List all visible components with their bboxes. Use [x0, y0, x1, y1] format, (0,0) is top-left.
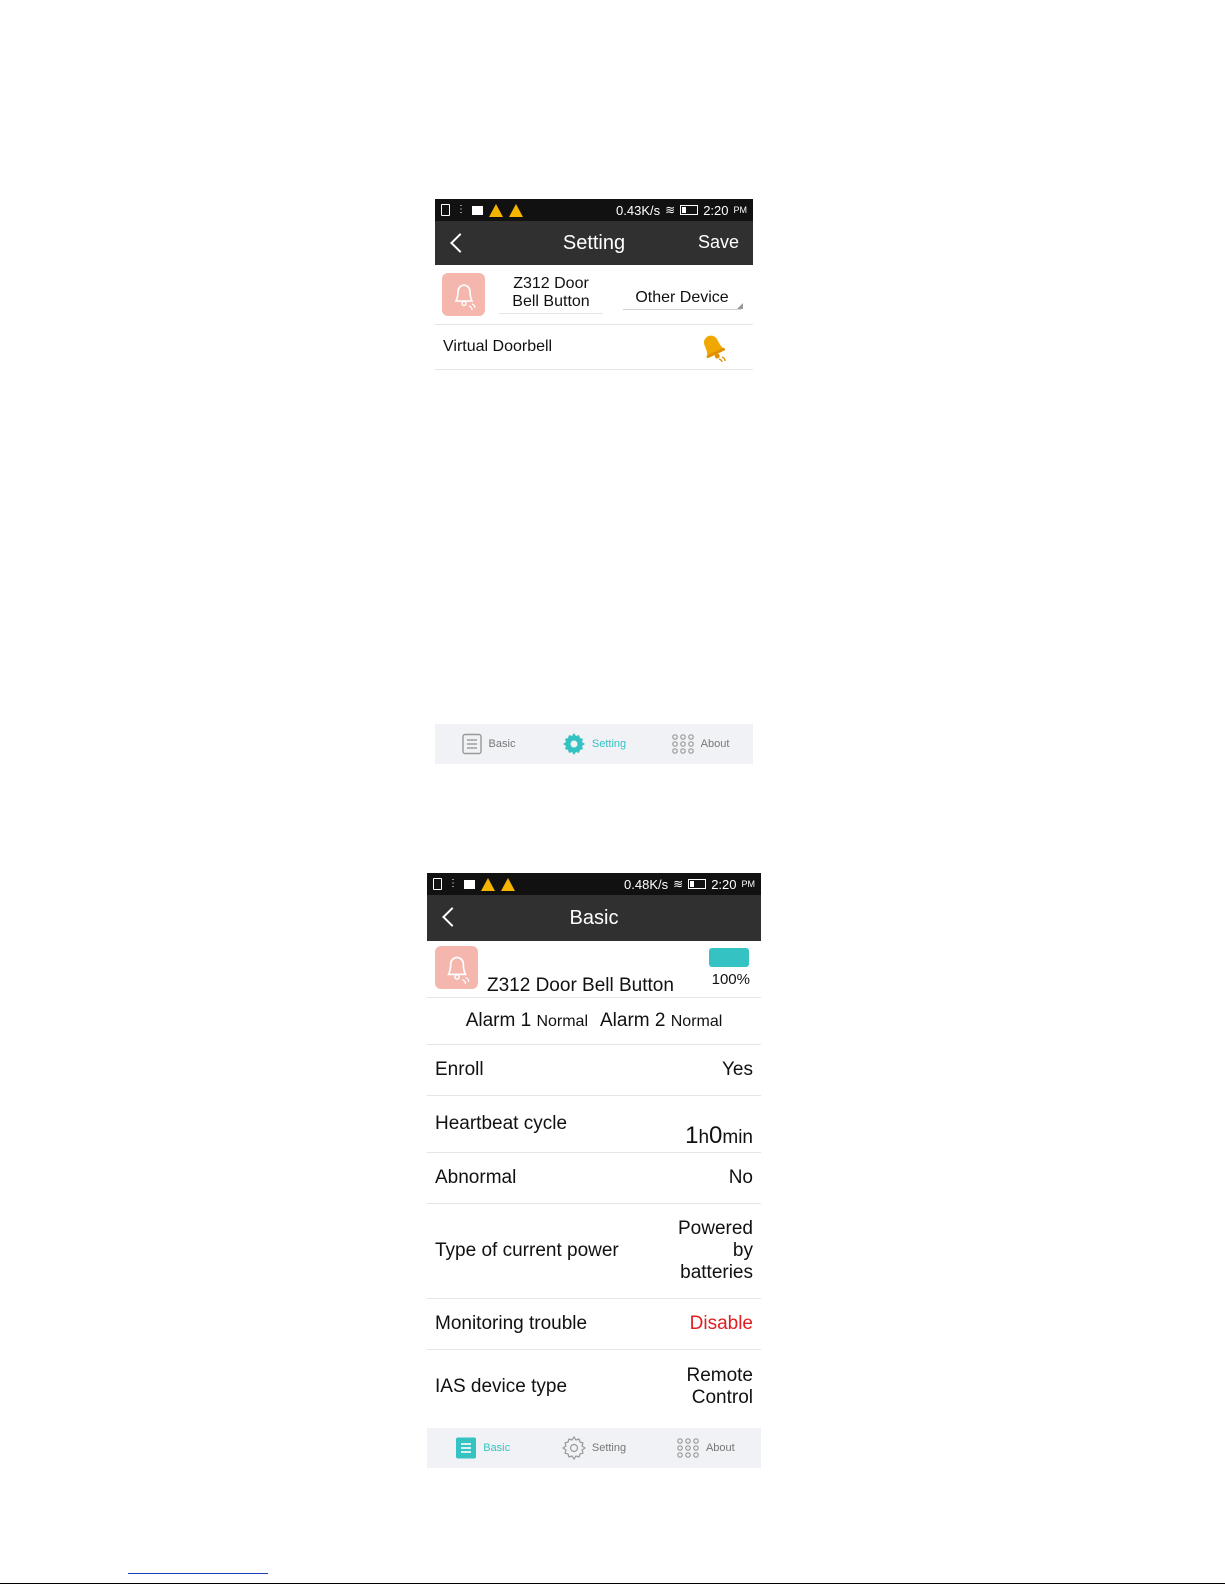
monitoring-trouble-value: Disable: [689, 1313, 753, 1334]
tab-basic-label: Basic: [483, 1442, 511, 1454]
abnormal-row: [427, 1153, 761, 1204]
grid-icon: [676, 1437, 700, 1459]
page-title: Basic: [569, 906, 619, 929]
alarm-2-label: Alarm 2: [600, 1010, 666, 1031]
status-bar: [435, 199, 753, 221]
alarm-2: [600, 1010, 722, 1032]
power-type-value-line2: by: [732, 1240, 753, 1261]
monitoring-trouble-row: [427, 1299, 761, 1350]
heartbeat-value: [685, 1122, 753, 1152]
image-icon: [464, 880, 475, 889]
bell-icon[interactable]: [697, 331, 729, 368]
network-speed: 0.43K/s: [616, 202, 661, 218]
dots-icon: ⋮: [448, 878, 458, 889]
doorbell-device-icon: [442, 273, 485, 316]
dropdown-triangle-icon: [737, 303, 743, 309]
tab-basic[interactable]: [435, 724, 541, 764]
heartbeat-hours-unit: h: [698, 1127, 710, 1148]
title-bar: [427, 895, 761, 941]
alarm-1-label: Alarm 1: [465, 1010, 532, 1031]
bottom-tab-bar: [427, 1428, 761, 1468]
power-type-label: Type of current power: [435, 1240, 619, 1261]
power-type-value-line3: batteries: [680, 1262, 753, 1283]
wifi-icon: ≋: [665, 203, 676, 217]
dots-icon: ⋮: [456, 204, 466, 215]
tab-setting[interactable]: [538, 1428, 649, 1468]
grid-icon: [671, 733, 695, 755]
device-type-select[interactable]: [623, 289, 741, 310]
ias-device-type-value-line1: Remote: [686, 1365, 753, 1386]
enroll-label: Enroll: [435, 1059, 484, 1080]
power-type-value: [678, 1218, 753, 1284]
bottom-tab-bar: [435, 724, 753, 764]
battery-level-icon: [709, 948, 749, 967]
back-arrow-icon[interactable]: [442, 907, 462, 927]
sim-icon: [441, 204, 450, 216]
enroll-value: Yes: [722, 1059, 753, 1080]
back-arrow-icon[interactable]: [450, 233, 470, 253]
heartbeat-row: [427, 1096, 761, 1153]
list-icon: [455, 1437, 477, 1459]
device-name-field[interactable]: Z312 Door Bell Button: [499, 275, 603, 314]
alarm-1-state: Normal: [536, 1013, 588, 1030]
clock: 2:20: [711, 876, 737, 892]
power-type-row: [427, 1204, 761, 1299]
network-speed: 0.48K/s: [624, 876, 669, 892]
battery-percent: 100%: [711, 971, 750, 988]
tab-about-label: About: [700, 738, 730, 750]
device-row: [435, 265, 753, 325]
warning-icon: [509, 204, 523, 217]
alarm-1: [466, 1010, 588, 1032]
alarm-2-state: Normal: [670, 1013, 723, 1030]
status-bar: [427, 873, 761, 895]
tab-basic-label: Basic: [488, 738, 516, 750]
device-type-value: Other Device: [635, 289, 729, 306]
clock-ampm: PM: [741, 879, 755, 889]
heartbeat-label: Heartbeat cycle: [435, 1113, 568, 1134]
virtual-doorbell-label: Virtual Doorbell: [443, 338, 553, 355]
heartbeat-minutes: 0: [709, 1122, 723, 1149]
tab-setting[interactable]: [541, 724, 647, 764]
ias-device-type-value: [686, 1365, 753, 1409]
abnormal-value: No: [728, 1167, 753, 1188]
tab-about[interactable]: [647, 724, 753, 764]
gear-icon: [562, 732, 586, 756]
battery-icon: [680, 205, 698, 215]
setting-screen: [435, 199, 753, 764]
list-icon: [461, 733, 483, 755]
sim-icon: [433, 878, 442, 890]
ias-device-type-row: [427, 1350, 761, 1424]
battery-icon: [688, 879, 706, 889]
page-title: Setting: [562, 231, 626, 254]
image-icon: [472, 206, 483, 215]
gear-icon: [562, 1436, 586, 1460]
device-name: Z312 Door Bell Button: [487, 975, 674, 996]
power-type-value-line1: Powered: [678, 1218, 753, 1239]
alarm-status-row: [427, 998, 761, 1045]
virtual-doorbell-row[interactable]: [435, 325, 753, 370]
device-header: [427, 941, 761, 998]
tab-setting-label: Setting: [591, 738, 627, 750]
page-bottom-rule: [0, 1583, 1225, 1584]
abnormal-label: Abnormal: [435, 1167, 517, 1188]
save-button[interactable]: Save: [697, 232, 739, 252]
footnote-separator: [128, 1573, 268, 1574]
ias-device-type-label: IAS device type: [435, 1376, 568, 1397]
warning-icon: [481, 878, 495, 891]
heartbeat-minutes-unit: min: [722, 1127, 753, 1148]
warning-icon: [501, 878, 515, 891]
clock-ampm: PM: [733, 205, 747, 215]
warning-icon: [489, 204, 503, 217]
doorbell-device-icon: [435, 946, 478, 989]
heartbeat-hours: 1: [685, 1122, 699, 1149]
clock: 2:20: [703, 202, 729, 218]
tab-about[interactable]: [650, 1428, 761, 1468]
monitoring-trouble-label: Monitoring trouble: [435, 1313, 588, 1334]
tab-setting-label: Setting: [591, 1442, 627, 1454]
basic-screen: [427, 873, 761, 1468]
enroll-row: [427, 1045, 761, 1096]
tab-basic[interactable]: [427, 1428, 538, 1468]
ias-device-type-value-line2: Control: [691, 1387, 753, 1408]
title-bar: [435, 221, 753, 265]
wifi-icon: ≋: [673, 877, 684, 891]
tab-about-label: About: [705, 1442, 735, 1454]
